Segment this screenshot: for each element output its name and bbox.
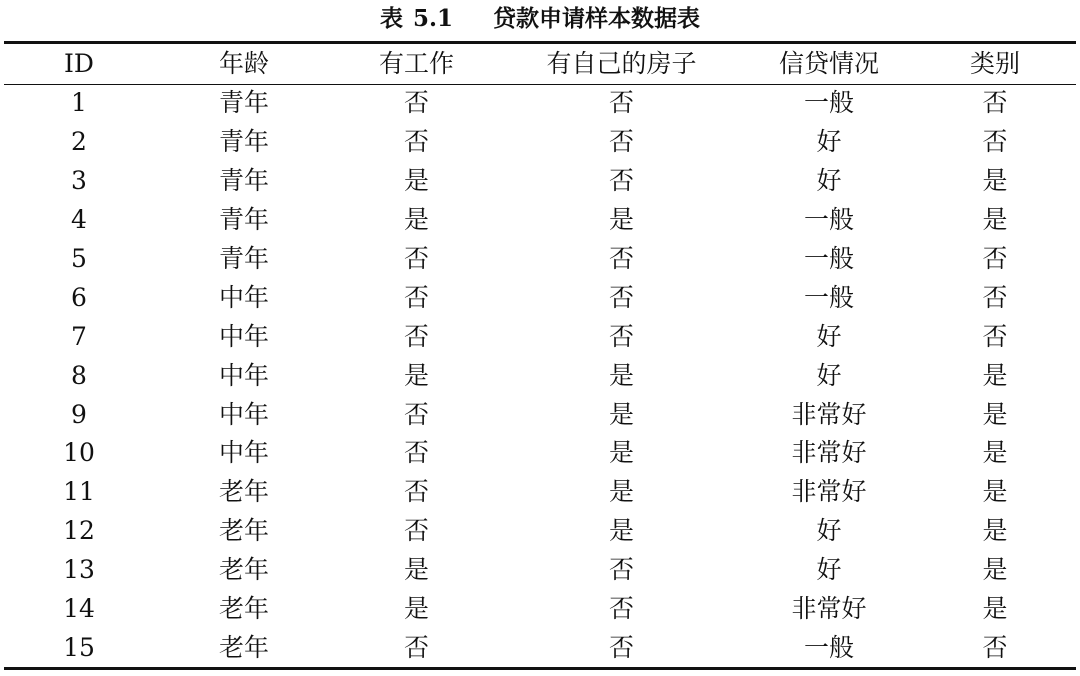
cell-id: 6 [71, 282, 87, 312]
cell-class: 否 [982, 243, 1008, 273]
table-row [4, 84, 1076, 123]
cell-id: 5 [71, 243, 87, 273]
cell-own-house: 否 [608, 321, 634, 351]
cell-id: 13 [63, 555, 95, 585]
cell-age: 老年 [218, 516, 269, 546]
table-row [4, 357, 1076, 396]
cell-age: 老年 [218, 594, 269, 624]
cell-credit: 好 [816, 321, 842, 351]
column-header-id: ID [64, 49, 94, 78]
cell-has-job: 是 [403, 165, 429, 195]
column-header-class: 类别 [969, 49, 1020, 78]
cell-class: 是 [982, 204, 1008, 234]
cell-credit: 好 [816, 165, 842, 195]
cell-own-house: 是 [608, 438, 634, 468]
cell-has-job: 否 [403, 321, 429, 351]
cell-own-house: 否 [608, 88, 634, 117]
cell-age: 中年 [218, 438, 269, 468]
table-row [4, 434, 1076, 473]
table-row [4, 512, 1076, 551]
cell-id: 7 [71, 321, 87, 351]
cell-id: 4 [71, 204, 87, 234]
caption-prefix: 表 [379, 6, 403, 32]
cell-credit: 非常好 [791, 477, 867, 507]
cell-id: 9 [71, 399, 87, 429]
cell-has-job: 否 [403, 438, 429, 468]
cell-has-job: 否 [403, 477, 429, 507]
cell-class: 是 [982, 516, 1008, 546]
cell-age: 青年 [218, 126, 269, 156]
cell-credit: 好 [816, 516, 842, 546]
caption-number: 5.1 [412, 5, 453, 32]
cell-id: 11 [63, 477, 95, 507]
cell-class: 是 [982, 477, 1008, 507]
cell-own-house: 否 [608, 555, 634, 585]
cell-own-house: 是 [608, 516, 634, 546]
table-row [4, 240, 1076, 279]
cell-has-job: 是 [403, 555, 429, 585]
cell-id: 14 [63, 594, 95, 624]
table-header [4, 44, 1076, 84]
cell-id: 15 [63, 633, 95, 663]
cell-class: 是 [982, 438, 1008, 468]
cell-class: 是 [982, 165, 1008, 195]
cell-age: 青年 [218, 165, 269, 195]
cell-age: 中年 [218, 282, 269, 312]
cell-own-house: 否 [608, 243, 634, 273]
cell-own-house: 是 [608, 360, 634, 390]
cell-id: 8 [71, 360, 87, 390]
cell-class: 否 [982, 633, 1008, 663]
table-row [4, 551, 1076, 590]
cell-credit: 一般 [803, 204, 854, 234]
cell-age: 青年 [218, 204, 269, 234]
table-row [4, 162, 1076, 201]
cell-own-house: 否 [608, 126, 634, 156]
caption-title: 贷款申请样本数据表 [493, 6, 700, 32]
cell-id: 1 [71, 88, 87, 117]
cell-has-job: 否 [403, 243, 429, 273]
cell-own-house: 是 [608, 399, 634, 429]
cell-id: 10 [63, 438, 95, 468]
cell-has-job: 否 [403, 516, 429, 546]
cell-has-job: 否 [403, 88, 429, 117]
cell-class: 否 [982, 126, 1008, 156]
table-row [4, 318, 1076, 357]
cell-class: 否 [982, 88, 1008, 117]
cell-credit: 非常好 [791, 399, 867, 429]
cell-credit: 好 [816, 555, 842, 585]
cell-age: 老年 [218, 555, 269, 585]
cell-class: 是 [982, 360, 1008, 390]
cell-age: 青年 [218, 243, 269, 273]
column-header-age: 年龄 [218, 49, 269, 78]
cell-has-job: 否 [403, 399, 429, 429]
table-row [4, 201, 1076, 240]
cell-id: 3 [71, 165, 87, 195]
cell-class: 是 [982, 594, 1008, 624]
cell-own-house: 否 [608, 282, 634, 312]
column-header-credit: 信贷情况 [778, 49, 879, 78]
table-body [4, 84, 1076, 668]
cell-age: 青年 [218, 88, 269, 117]
cell-has-job: 否 [403, 633, 429, 663]
table-row [4, 396, 1076, 435]
cell-age: 老年 [218, 633, 269, 663]
cell-credit: 好 [816, 360, 842, 390]
table-row [4, 279, 1076, 318]
table-caption [0, 2, 1080, 36]
cell-credit: 好 [816, 126, 842, 156]
cell-age: 中年 [218, 321, 269, 351]
cell-credit: 非常好 [791, 438, 867, 468]
cell-credit: 非常好 [791, 594, 867, 624]
cell-own-house: 否 [608, 633, 634, 663]
header-row [4, 44, 1076, 84]
cell-own-house: 是 [608, 477, 634, 507]
cell-has-job: 否 [403, 126, 429, 156]
cell-credit: 一般 [803, 282, 854, 312]
cell-own-house: 否 [608, 594, 634, 624]
table-row [4, 473, 1076, 512]
table-row [4, 590, 1076, 629]
column-header-has-job: 有工作 [378, 49, 454, 78]
cell-class: 否 [982, 321, 1008, 351]
table-row [4, 629, 1076, 668]
cell-class: 是 [982, 555, 1008, 585]
cell-has-job: 是 [403, 594, 429, 624]
cell-credit: 一般 [803, 633, 854, 663]
cell-age: 中年 [218, 360, 269, 390]
cell-class: 是 [982, 399, 1008, 429]
cell-has-job: 是 [403, 204, 429, 234]
cell-age: 老年 [218, 477, 269, 507]
cell-class: 否 [982, 282, 1008, 312]
cell-id: 12 [63, 516, 95, 546]
cell-own-house: 是 [608, 204, 634, 234]
column-header-own-house: 有自己的房子 [546, 49, 697, 78]
table-row [4, 123, 1076, 162]
cell-id: 2 [71, 126, 87, 156]
cell-credit: 一般 [803, 243, 854, 273]
cell-age: 中年 [218, 399, 269, 429]
cell-has-job: 是 [403, 360, 429, 390]
loan-sample-table [4, 44, 1076, 668]
cell-own-house: 否 [608, 165, 634, 195]
cell-credit: 一般 [803, 88, 854, 117]
cell-has-job: 否 [403, 282, 429, 312]
